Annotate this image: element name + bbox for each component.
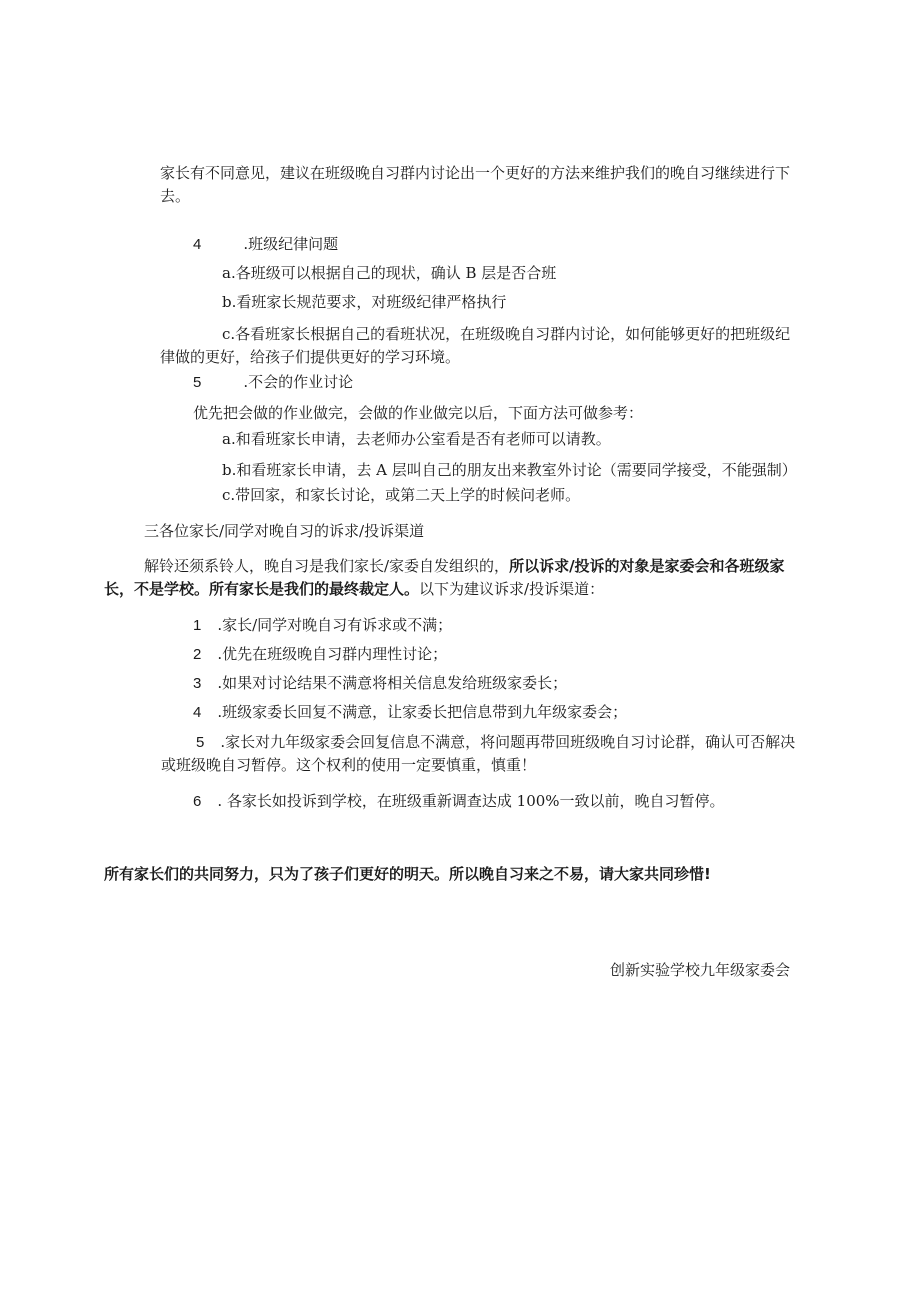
section-4-item-c-line-2: 律做的更好，给孩子们提供更好的学习环境。 — [160, 348, 461, 366]
section-3-step-6 — [193, 790, 725, 813]
step-3-number: 3 — [193, 675, 202, 692]
section-5-item-b: b.和看班家长申请，去 A 层叫自己的朋友出来教室外讨论（需要同学接受，不能强制） — [222, 461, 797, 479]
intro-line-2: 去。 — [160, 187, 191, 205]
section-5-intro: 优先把会做的作业做完，会做的作业做完以后，下面方法可做参考： — [193, 404, 644, 422]
section-3-step-5-line-1 — [196, 731, 795, 754]
intro-line-1: 家长有不同意见，建议在班级晚自习群内讨论出一个更好的方法来维护我们的晚自习继续进行下 — [160, 164, 791, 182]
section-4-item-a: a.各班级可以根据自己的现状，确认 B 层是否合班 — [222, 264, 557, 282]
step-6-text: . 各家长如投诉到学校，在班级重新调查达成 100%一致以前，晚自习暂停。 — [217, 792, 725, 810]
step-2-number: 2 — [193, 646, 202, 663]
section-3-paragraph-bold-1: 所以诉求/投诉的对象是家委会和各班级家 — [509, 557, 785, 575]
section-4-heading — [193, 233, 338, 256]
section-4-title: .班级纪律问题 — [243, 235, 339, 253]
section-5-title: .不会的作业讨论 — [243, 373, 354, 391]
step-2-text: .优先在班级晚自习群内理性讨论； — [217, 645, 448, 663]
section-4-item-c-line-1: c.各看班家长根据自己的看班状况，在班级晚自习群内讨论，如何能够更好的把班级纪 — [222, 325, 791, 343]
step-1-number: 1 — [193, 617, 202, 634]
step-5-text: .家长对九年级家委会回复信息不满意，将问题再带回班级晚自习讨论群，确认可否解决 — [220, 733, 796, 751]
section-3-step-4 — [193, 701, 627, 724]
step-4-text: .班级家委长回复不满意，让家委长把信息带到九年级家委会； — [217, 703, 628, 721]
section-3-heading: 三各位家长/同学对晚自习的诉求/投诉渠道 — [144, 522, 425, 540]
section-3-paragraph-line-1 — [144, 555, 785, 577]
section-3-step-1 — [193, 614, 452, 637]
step-6-number: 6 — [193, 793, 202, 810]
section-5-number: 5 — [193, 374, 202, 391]
step-4-number: 4 — [193, 704, 202, 721]
section-5-heading — [193, 371, 353, 394]
step-5-number: 5 — [196, 734, 205, 751]
section-3-step-5-line-2: 或班级晚自习暂停。这个权利的使用一定要慎重，慎重！ — [161, 756, 537, 774]
section-3-step-3 — [193, 672, 567, 695]
closing-statement: 所有家长们的共同努力，只为了孩子们更好的明天。所以晚自习来之不易，请大家共同珍惜! — [104, 865, 711, 883]
section-5-item-a: a.和看班家长申请，去老师办公室看是否有老师可以请教。 — [222, 430, 611, 448]
section-3-paragraph-line-2 — [104, 578, 604, 600]
section-4-number: 4 — [193, 236, 202, 253]
section-3-paragraph-bold-2: 长，不是学校。所有家长是我们的最终裁定人。 — [104, 580, 420, 598]
step-1-text: .家长/同学对晚自习有诉求或不满； — [217, 616, 453, 634]
step-3-text: .如果对讨论结果不满意将相关信息发给班级家委长； — [217, 674, 568, 692]
signature: 创新实验学校九年级家委会 — [610, 961, 791, 979]
section-4-item-b: b.看班家长规范要求，对班级纪律严格执行 — [222, 293, 507, 311]
section-5-item-c: c.带回家，和家长讨论，或第二天上学的时候问老师。 — [222, 486, 581, 504]
section-3-step-2 — [193, 643, 447, 666]
section-3-paragraph-part-2: 以下为建议诉求/投诉渠道： — [419, 580, 605, 598]
section-3-paragraph-part-1: 解铃还须系铃人，晚自习是我们家长/家委自发组织的， — [144, 557, 510, 575]
